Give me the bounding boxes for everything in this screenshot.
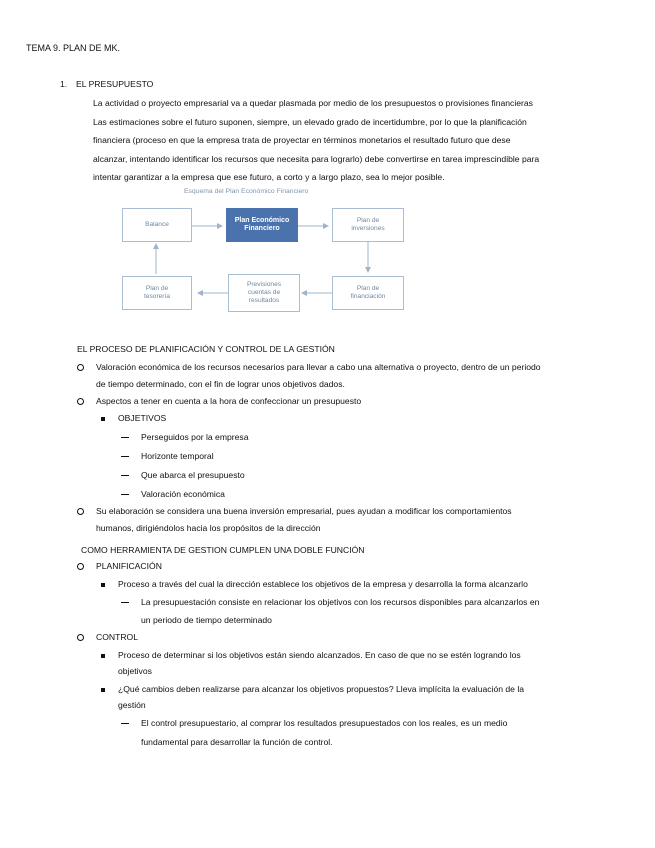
plan-financiacion-box xyxy=(332,276,404,310)
main-label-1: Plan Económico xyxy=(234,217,290,224)
list-item: ¿Qué cambios deben realizarse para alcanzar los objetivos propuestos? Lleva implícita la evaluación de la xyxy=(118,684,525,694)
list-item: Su elaboración se considera una buena inversión empresarial, pues ayudan a modificar los comportamientos xyxy=(96,506,512,516)
list-bullet xyxy=(121,489,129,499)
list-item-continued: de tiempo determinado, con el fin de lograr unos objetivos dados. xyxy=(96,379,345,389)
list-item-continued: humanos, dirigiéndolos hacia los propósitos de la dirección xyxy=(96,523,321,533)
list-bullet xyxy=(101,579,105,589)
dash-bullet-icon xyxy=(121,475,129,476)
section-1-number: 1. xyxy=(60,79,68,89)
list-bullet xyxy=(77,362,84,372)
paragraph-line: intentar garantizar a la empresa que ese futuro, a corto y a largo plazo, sea lo mejor posible. xyxy=(93,172,445,182)
list-item: Proceso de determinar si los objetivos están siendo alcanzados. En caso de que no se estén logrando los xyxy=(118,650,521,660)
previsiones-box xyxy=(228,274,300,312)
square-bullet-icon xyxy=(101,688,105,692)
objetivos-heading: OBJETIVOS xyxy=(118,413,167,423)
previsiones-label-2: cuentas de xyxy=(247,289,281,296)
page-title: TEMA 9. PLAN DE MK. xyxy=(26,43,121,53)
list-item-continued: fundamental para desarrollar la función de control. xyxy=(141,737,333,747)
section-2-heading: EL PROCESO DE PLANIFICACIÓN Y CONTROL DE LA GESTIÓN xyxy=(77,344,335,354)
circle-bullet-icon xyxy=(77,634,84,641)
circle-bullet-icon xyxy=(77,398,84,405)
list-item-continued: un periodo de tiempo determinado xyxy=(141,615,272,625)
list-bullet xyxy=(121,432,129,442)
list-item: La presupuestación consiste en relacionar los objetivos con los recursos disponibles para alcanzarlos en xyxy=(141,597,540,607)
previsiones-label-1: Previsiones xyxy=(246,281,282,288)
dash-bullet-icon xyxy=(121,494,129,495)
dash-bullet-icon xyxy=(121,437,129,438)
previsiones-label-3: resultados xyxy=(248,297,280,304)
financiacion-label-1: Plan de xyxy=(356,285,380,292)
list-bullet xyxy=(77,396,84,406)
list-bullet xyxy=(121,470,129,480)
inversiones-label-2: inversiones xyxy=(351,225,385,232)
plan-economico-box xyxy=(226,208,298,242)
list-item-continued: gestión xyxy=(118,700,146,710)
dash-bullet-icon xyxy=(121,602,129,603)
plan-tesoreria-box xyxy=(122,276,192,310)
dash-bullet-icon xyxy=(121,456,129,457)
circle-bullet-icon xyxy=(77,563,84,570)
paragraph-line: alcanzar, intentando identificar los recursos que necesita para lograrlo) debe convertirse en tarea imprescindible para xyxy=(93,153,540,164)
list-item: El control presupuestario, al comprar los resultados presupuestados con los reales, es un medio xyxy=(141,718,508,728)
diagram-title: Esquema del Plan Económico Financiero xyxy=(184,188,309,195)
objective-item: Horizonte temporal xyxy=(141,451,214,461)
section-3-heading: COMO HERRAMIENTA DE GESTION CUMPLEN UNA DOBLE FUNCIÓN xyxy=(81,545,365,555)
dash-bullet-icon xyxy=(121,723,129,724)
paragraph-line: Las estimaciones sobre el futuro suponen, siempre, un elevado grado de incertidumbre, por lo que la planificación xyxy=(93,116,527,127)
tesoreria-label-2: tesorería xyxy=(143,293,171,300)
paragraph-line: La actividad o proyecto empresarial va a quedar plasmada por medio de los presupuestos o provisiones financieras xyxy=(93,98,533,108)
financiacion-label-2: financiación xyxy=(350,293,386,300)
list-item: Valoración económica de los recursos necesarios para llevar a cabo una alternativa o proyecto, dentro de un periodo xyxy=(96,362,541,372)
control-heading: CONTROL xyxy=(96,632,139,642)
balance-box xyxy=(122,208,192,242)
circle-bullet-icon xyxy=(77,508,84,515)
list-bullet xyxy=(121,597,129,607)
balance-label: Balance xyxy=(145,221,169,228)
main-label-2: Financiero xyxy=(244,225,280,232)
list-item: Aspectos a tener en cuenta a la hora de confeccionar un presupuesto xyxy=(96,396,362,406)
objective-item: Que abarca el presupuesto xyxy=(141,470,245,480)
objective-item: Valoración económica xyxy=(141,489,225,499)
section-1-title: EL PRESUPUESTO xyxy=(76,79,154,89)
list-bullet xyxy=(77,632,84,642)
section-1-heading xyxy=(60,79,153,89)
square-bullet-icon xyxy=(101,654,105,658)
list-bullet xyxy=(77,561,84,571)
list-item: Proceso a través del cual la dirección establece los objetivos de la empresa y desarrolla la forma alcanzarlo xyxy=(118,579,528,589)
square-bullet-icon xyxy=(101,417,105,421)
list-bullet xyxy=(101,650,105,660)
circle-bullet-icon xyxy=(77,364,84,371)
list-item-continued: objetivos xyxy=(118,666,152,676)
tesoreria-label-1: Plan de xyxy=(145,285,169,292)
plan-economico-diagram xyxy=(116,184,408,318)
presupuesto-paragraph xyxy=(93,94,618,187)
list-bullet xyxy=(121,451,129,461)
list-bullet xyxy=(121,718,129,728)
paragraph-line: financiera (proceso en que la empresa trata de proyectar en términos monetarios el resultado futuro que dese xyxy=(93,135,511,145)
square-bullet-icon xyxy=(101,583,105,587)
objective-item: Perseguidos por la empresa xyxy=(141,432,249,442)
plan-inversiones-box xyxy=(332,208,404,242)
planificacion-heading: PLANIFICACIÓN xyxy=(96,561,162,571)
list-bullet xyxy=(101,413,105,423)
inversiones-label-1: Plan de xyxy=(356,217,380,224)
list-bullet xyxy=(101,684,105,694)
list-bullet xyxy=(77,506,84,516)
